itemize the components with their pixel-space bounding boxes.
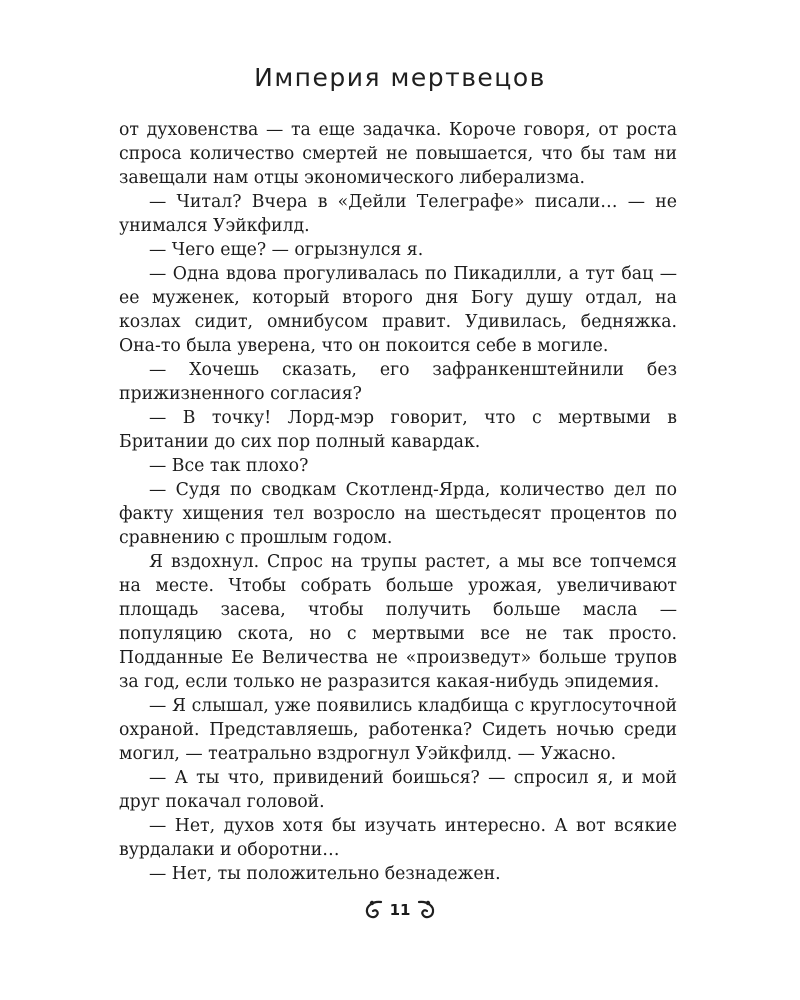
- paragraph: Я вздохнул. Спрос на трупы растет, а мы все топчемся на месте. Чтобы собрать больше урожая, увеличивают площадь засева, чтобы получить больше масла — популяцию скота, но с мертвыми все не так просто. Подданные Ее Величества не «произведут» больше трупов за год, если только не разразится какая-нибудь эпидемия.: [119, 552, 677, 692]
- paragraph: — Нет, ты положительно безнадежен.: [149, 864, 501, 884]
- body-text: [119, 118, 677, 886]
- paragraph: — Нет, духов хотя бы изучать интересно. А вот всякие вурдалаки и оборотни…: [119, 816, 677, 860]
- swirl-ornament-icon: [362, 898, 384, 922]
- running-head-title: Империя мертвецов: [254, 63, 546, 92]
- paragraph: от духовенства — та еще задачка. Короче говоря, от роста спроса количество смертей не повышается, что бы там ни завещали нам отцы экономического либерализма.: [119, 120, 677, 188]
- page-footer: [0, 896, 800, 924]
- paragraph: — Судя по сводкам Скотленд-Ярда, количество дел по факту хищения тел возросло на шестьдесят процентов по сравнению с прошлым годом.: [119, 480, 677, 548]
- swirl-ornament-icon: [416, 898, 438, 922]
- paragraph: — Все так плохо?: [149, 456, 309, 476]
- paragraph: — Я слышал, уже появились кладбища с круглосуточной охраной. Представляешь, работенка? Сидеть ночью среди могил, — театрально вздрогнул Уэйкфилд. — Ужасно.: [119, 696, 677, 764]
- paragraph: — В точку! Лорд-мэр говорит, что с мертвыми в Британии до сих пор полный кавардак.: [119, 408, 677, 452]
- paragraph: — Читал? Вчера в «Дейли Телеграфе» писали… — не унимался Уэйкфилд.: [119, 192, 677, 236]
- paragraph: — Хочешь сказать, его зафранкенштейнили без прижизненного согласия?: [119, 360, 677, 404]
- paragraph: — Чего еще? — огрызнулся я.: [149, 240, 424, 260]
- paragraph: — Одна вдова прогуливалась по Пикадилли, а тут бац — ее муженек, который второго дня Богу душу отдал, на козлах сидит, омнибусом правит. Удивилась, бедняжка. Она-то была уверена, что он покоится себе в могиле.: [119, 264, 677, 356]
- page-number: 11: [389, 901, 411, 919]
- paragraph: — А ты что, привидений боишься? — спросил я, и мой друг покачал головой.: [119, 768, 677, 812]
